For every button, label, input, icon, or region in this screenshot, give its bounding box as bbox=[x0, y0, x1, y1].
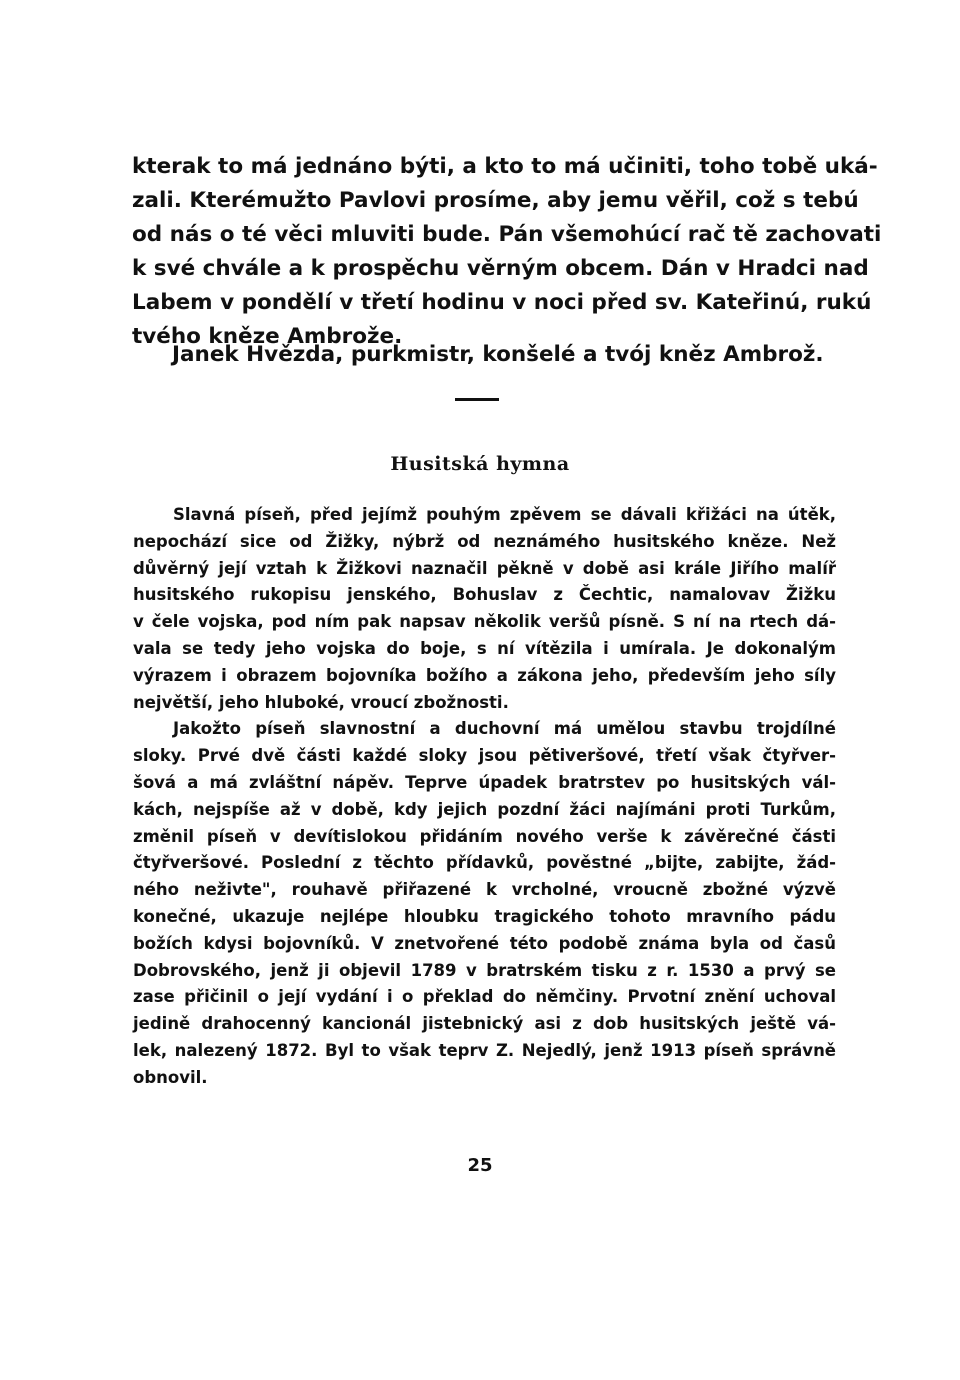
letter-line: kterak to má jednáno býti, a kto to má učiniti, toho tobě uká- bbox=[132, 154, 878, 179]
letter-signature: Janek Hvězda, purkmistr, konšelé a tvój kněz Ambrož. bbox=[172, 342, 824, 367]
body-line: Slavná píseň, před jejímž pouhým zpěvem se dávali křižáci na útěk, bbox=[173, 505, 836, 524]
page-number: 25 bbox=[467, 1155, 493, 1176]
body-line: jedině drahocenný kancionál jistebnický asi z dob husitských ještě vá- bbox=[133, 1014, 836, 1034]
letter-line: k své chvále a k prospěchu věrným obcem. Dán v Hradci nad bbox=[132, 256, 869, 281]
letter-line: zali. Kterémužto Pavlovi prosíme, aby jemu věřil, což s tebú bbox=[132, 188, 859, 213]
section-body bbox=[133, 502, 836, 1092]
body-line: husitského rukopisu jenského, Bohuslav z Čechtic, namalovav Žižku bbox=[133, 585, 836, 605]
body-line: lek, nalezený 1872. Byl to však teprv Z. Nejedlý, jenž 1913 píseň správně bbox=[133, 1040, 836, 1060]
letter-line: od nás o té věci mluviti bude. Pán všemohúcí rač tě zachovati bbox=[132, 222, 882, 247]
body-line: vala se tedy jeho vojska do boje, s ní vítězila i umírala. Je dokonalým bbox=[133, 638, 836, 658]
section-title: Husitská hymna bbox=[390, 453, 570, 475]
body-line: největší, jeho hluboké, vroucí zbožnosti. bbox=[133, 692, 509, 712]
body-line: sloky. Prvé dvě části každé sloky jsou pětiveršové, třetí však čtyřver- bbox=[133, 746, 836, 766]
body-line: výrazem i obrazem bojovníka božího a zákona jeho, především jeho síly bbox=[133, 665, 836, 685]
body-line: čtyřveršové. Poslední z těchto přídavků, pověstné „bijte, zabijte, žád- bbox=[133, 853, 836, 873]
body-line: božích kdysi bojovníků. V znetvořené této podobě známa byla od časů bbox=[133, 933, 836, 953]
letter-line: Labem v pondělí v třetí hodinu v noci před sv. Kateřinú, rukú bbox=[132, 290, 872, 315]
body-line: Jakožto píseň slavnostní a duchovní má umělou stavbu trojdílné bbox=[173, 719, 836, 739]
letter-text bbox=[132, 150, 882, 354]
body-line: zase přičinil o její vydání i o překlad do němčiny. Prvotní znění uchoval bbox=[133, 987, 836, 1007]
body-line: ného neživte", rouhavě přiřazené k vrcholné, vroucně zbožné výzvě bbox=[133, 880, 836, 900]
body-line: v čele vojska, pod ním pak napsav několik veršů písně. S ní na rtech dá- bbox=[133, 612, 836, 632]
body-line: Dobrovského, jenž ji objevil 1789 v bratrském tisku z r. 1530 a prvý se bbox=[133, 960, 836, 980]
body-line: důvěrný její vztah k Žižkovi naznačil pěkně v době asi krále Jiřího malíř bbox=[133, 558, 836, 578]
body-line: kách, nejspíše až v době, kdy jejich pozdní žáci najímáni proti Turkům, bbox=[133, 799, 836, 819]
body-line: obnovil. bbox=[133, 1067, 208, 1087]
section-divider bbox=[455, 398, 499, 401]
body-line: konečné, ukazuje nejlépe hloubku tragického tohoto mravního pádu bbox=[133, 906, 836, 926]
letter-line: tvého kněze Ambrože. bbox=[132, 324, 403, 349]
body-line: nepochází sice od Žižky, nýbrž od neznámého husitského kněze. Než bbox=[133, 531, 836, 551]
body-line: změnil píseň v devítislokou přidáním nového verše k závěrečné části bbox=[133, 826, 836, 846]
body-line: šová a má zvláštní nápěv. Teprve úpadek bratrstev po husitských vál- bbox=[133, 772, 836, 792]
